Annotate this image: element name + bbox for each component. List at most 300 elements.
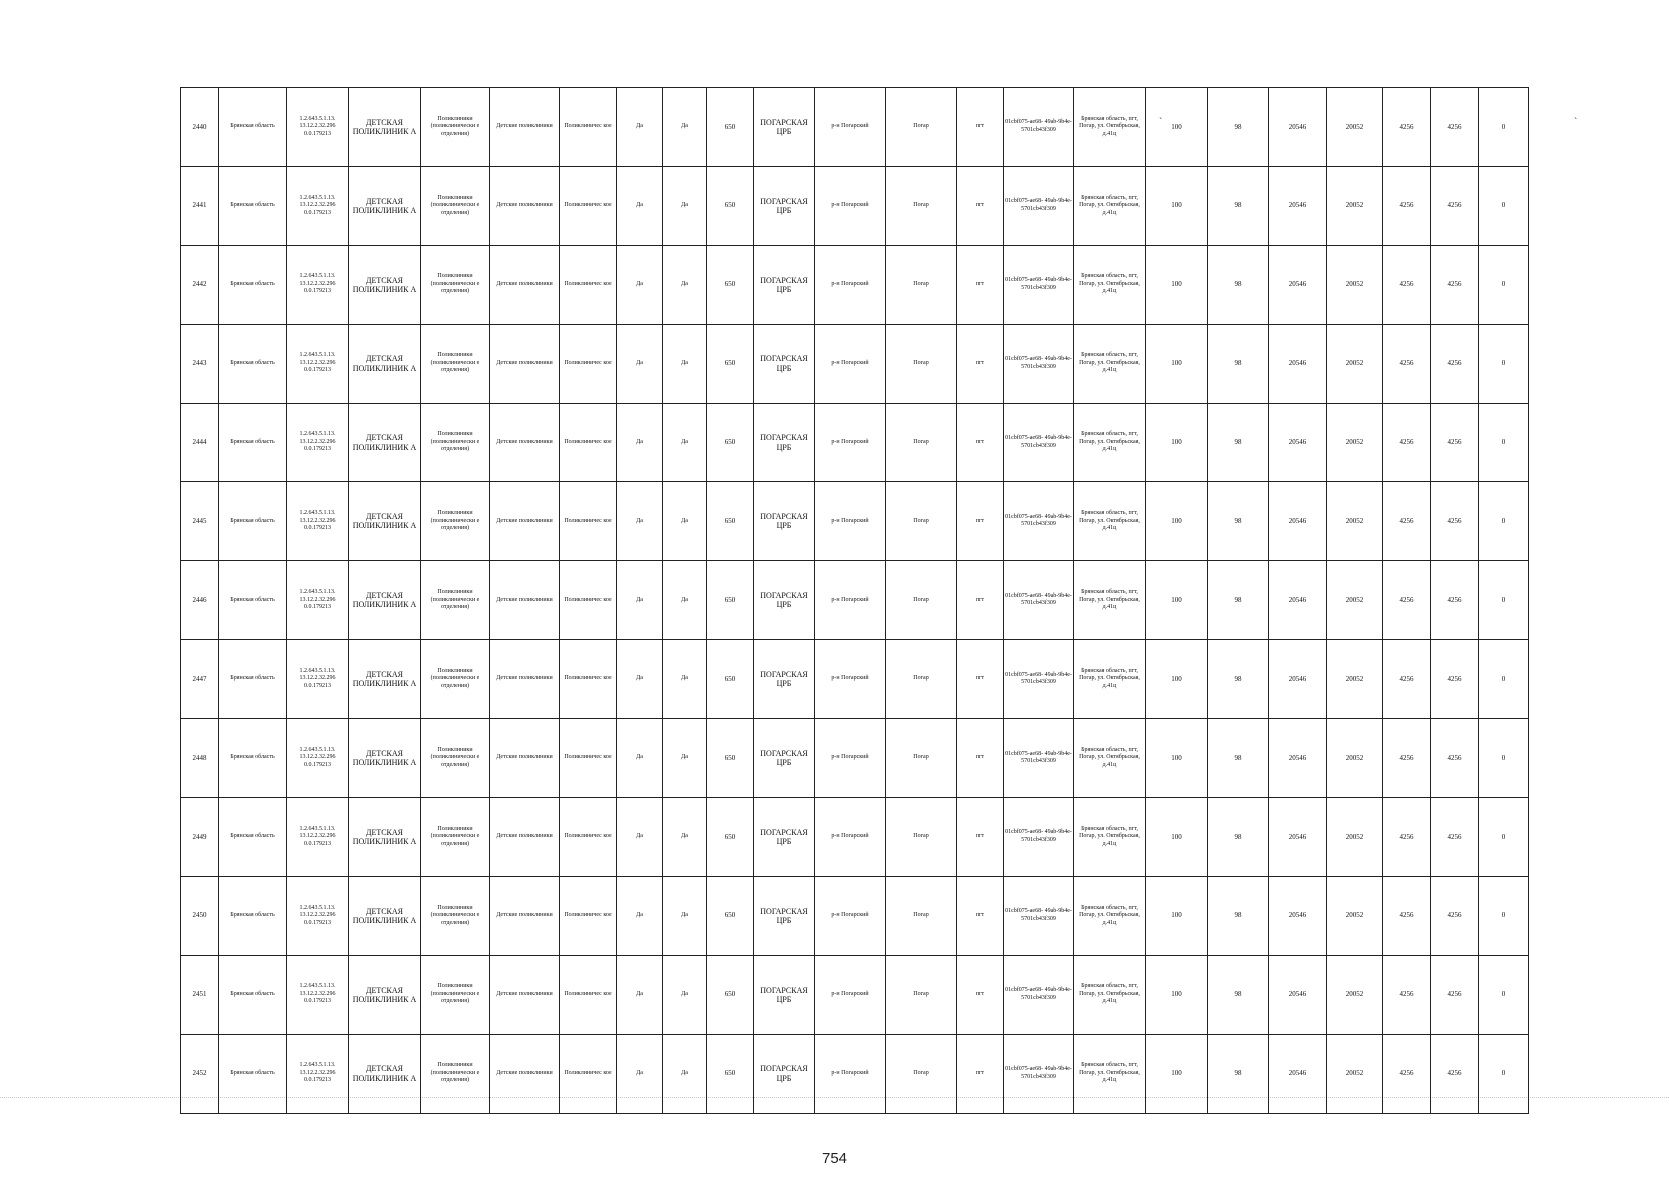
settlement-kind-cell: пгт (957, 955, 1004, 1034)
guid-cell: 01cbf075-ae68- 49ab-9b4e- 5701cb43f309 (1004, 798, 1074, 877)
organization-cell: ДЕТСКАЯ ПОЛИКЛИНИК А (349, 403, 421, 482)
value-cell: 0 (1479, 876, 1529, 955)
value-cell: 98 (1208, 324, 1269, 403)
value-cell: 98 (1208, 245, 1269, 324)
hospital-cell: ПОГАРСКАЯ ЦРБ (754, 561, 815, 640)
value-cell: 4256 (1431, 482, 1479, 561)
flag-cell: Да (617, 955, 663, 1034)
value-cell: 20052 (1327, 166, 1383, 245)
unit-type-cell: Поликлиники (поликлинически е отделения) (421, 640, 490, 719)
value-cell: 98 (1208, 166, 1269, 245)
guid-cell: 01cbf075-ae68- 49ab-9b4e- 5701cb43f309 (1004, 88, 1074, 167)
flag-cell: Да (663, 324, 707, 403)
flag-cell: Да (663, 482, 707, 561)
value-cell: 650 (707, 166, 754, 245)
region-cell: Брянская область (219, 719, 287, 798)
district-cell: р-н Погарский (815, 798, 886, 877)
settlement-kind-cell: пгт (957, 166, 1004, 245)
profile-cell: Детские поликлиники (490, 719, 560, 798)
oid-code-cell: 1.2.643.5.1.13. 13.12.2.32.296 0.0.179213 (287, 482, 349, 561)
value-cell: 0 (1479, 1034, 1529, 1113)
address-cell: Брянская область, пгт, Погар, ул. Октябрьская, д.41ц (1074, 955, 1146, 1034)
value-cell: 4256 (1383, 166, 1431, 245)
locality-cell: Погар (886, 561, 957, 640)
value-cell: 20052 (1327, 719, 1383, 798)
value-cell: 0 (1479, 719, 1529, 798)
locality-cell: Погар (886, 640, 957, 719)
locality-cell: Погар (886, 955, 957, 1034)
locality-cell: Погар (886, 403, 957, 482)
value-cell: 20052 (1327, 876, 1383, 955)
flag-cell: Да (617, 798, 663, 877)
value-cell: 20052 (1327, 482, 1383, 561)
region-cell: Брянская область (219, 324, 287, 403)
care-type-cell: Поликлиничес кое (560, 640, 617, 719)
settlement-kind-cell: пгт (957, 324, 1004, 403)
flag-cell: Да (663, 876, 707, 955)
oid-code-cell: 1.2.643.5.1.13. 13.12.2.32.296 0.0.179213 (287, 798, 349, 877)
profile-cell: Детские поликлиники (490, 482, 560, 561)
hospital-cell: ПОГАРСКАЯ ЦРБ (754, 403, 815, 482)
profile-cell: Детские поликлиники (490, 166, 560, 245)
region-cell: Брянская область (219, 955, 287, 1034)
value-cell: 650 (707, 482, 754, 561)
value-cell: 0 (1479, 88, 1529, 167)
district-cell: р-н Погарский (815, 482, 886, 561)
hospital-cell: ПОГАРСКАЯ ЦРБ (754, 482, 815, 561)
value-cell: 4256 (1431, 719, 1479, 798)
locality-cell: Погар (886, 1034, 957, 1113)
table-row (181, 798, 1529, 877)
care-type-cell: Поликлиничес кое (560, 719, 617, 798)
table-row (181, 876, 1529, 955)
value-cell: 100 (1146, 324, 1208, 403)
flag-cell: Да (617, 640, 663, 719)
profile-cell: Детские поликлиники (490, 245, 560, 324)
value-cell: 20546 (1269, 798, 1327, 877)
value-cell: 20546 (1269, 324, 1327, 403)
settlement-kind-cell: пгт (957, 245, 1004, 324)
settlement-kind-cell: пгт (957, 1034, 1004, 1113)
district-cell: р-н Погарский (815, 88, 886, 167)
hospital-cell: ПОГАРСКАЯ ЦРБ (754, 88, 815, 167)
value-cell: 20052 (1327, 561, 1383, 640)
care-type-cell: Поликлиничес кое (560, 955, 617, 1034)
profile-cell: Детские поликлиники (490, 640, 560, 719)
flag-cell: Да (663, 719, 707, 798)
value-cell: 20546 (1269, 876, 1327, 955)
value-cell: 20052 (1327, 245, 1383, 324)
value-cell: 4256 (1431, 561, 1479, 640)
value-cell: 650 (707, 88, 754, 167)
value-cell: 0 (1479, 640, 1529, 719)
profile-cell: Детские поликлиники (490, 955, 560, 1034)
value-cell: 98 (1208, 876, 1269, 955)
value-cell: 98 (1208, 955, 1269, 1034)
value-cell: 20546 (1269, 88, 1327, 167)
flag-cell: Да (617, 324, 663, 403)
value-cell: 20052 (1327, 955, 1383, 1034)
value-cell: 650 (707, 561, 754, 640)
row-number-cell: 2450 (181, 876, 219, 955)
value-cell: 4256 (1383, 403, 1431, 482)
value-cell: 4256 (1383, 482, 1431, 561)
value-cell: 650 (707, 324, 754, 403)
district-cell: р-н Погарский (815, 1034, 886, 1113)
care-type-cell: Поликлиничес кое (560, 482, 617, 561)
value-cell: 100 (1146, 955, 1208, 1034)
district-cell: р-н Погарский (815, 166, 886, 245)
value-cell: 98 (1208, 482, 1269, 561)
profile-cell: Детские поликлиники (490, 798, 560, 877)
value-cell: 100 (1146, 640, 1208, 719)
value-cell: 4256 (1383, 324, 1431, 403)
value-cell: 4256 (1431, 798, 1479, 877)
guid-cell: 01cbf075-ae68- 49ab-9b4e- 5701cb43f309 (1004, 166, 1074, 245)
value-cell: 98 (1208, 719, 1269, 798)
row-number-cell: 2444 (181, 403, 219, 482)
care-type-cell: Поликлиничес кое (560, 88, 617, 167)
table-row (181, 88, 1529, 167)
organization-cell: ДЕТСКАЯ ПОЛИКЛИНИК А (349, 166, 421, 245)
locality-cell: Погар (886, 245, 957, 324)
profile-cell: Детские поликлиники (490, 88, 560, 167)
value-cell: 100 (1146, 88, 1208, 167)
value-cell: 98 (1208, 88, 1269, 167)
unit-type-cell: Поликлиники (поликлинически е отделения) (421, 798, 490, 877)
flag-cell: Да (617, 403, 663, 482)
organization-cell: ДЕТСКАЯ ПОЛИКЛИНИК А (349, 561, 421, 640)
flag-cell: Да (617, 719, 663, 798)
unit-type-cell: Поликлиники (поликлинически е отделения) (421, 166, 490, 245)
value-cell: 20052 (1327, 324, 1383, 403)
value-cell: 98 (1208, 640, 1269, 719)
value-cell: 20546 (1269, 561, 1327, 640)
organization-cell: ДЕТСКАЯ ПОЛИКЛИНИК А (349, 324, 421, 403)
table-row (181, 482, 1529, 561)
value-cell: 4256 (1383, 955, 1431, 1034)
scan-mark: ` (1159, 117, 1163, 128)
table-row (181, 640, 1529, 719)
district-cell: р-н Погарский (815, 640, 886, 719)
address-cell: Брянская область, пгт, Погар, ул. Октябрьская, д.41ц (1074, 324, 1146, 403)
value-cell: 4256 (1431, 1034, 1479, 1113)
settlement-kind-cell: пгт (957, 88, 1004, 167)
oid-code-cell: 1.2.643.5.1.13. 13.12.2.32.296 0.0.179213 (287, 324, 349, 403)
value-cell: 650 (707, 876, 754, 955)
district-cell: р-н Погарский (815, 324, 886, 403)
table-body (181, 88, 1529, 1114)
organization-cell: ДЕТСКАЯ ПОЛИКЛИНИК А (349, 245, 421, 324)
value-cell: 0 (1479, 798, 1529, 877)
oid-code-cell: 1.2.643.5.1.13. 13.12.2.32.296 0.0.179213 (287, 403, 349, 482)
hospital-cell: ПОГАРСКАЯ ЦРБ (754, 955, 815, 1034)
flag-cell: Да (617, 482, 663, 561)
row-number-cell: 2441 (181, 166, 219, 245)
value-cell: 20546 (1269, 403, 1327, 482)
settlement-kind-cell: пгт (957, 640, 1004, 719)
unit-type-cell: Поликлиники (поликлинически е отделения) (421, 403, 490, 482)
settlement-kind-cell: пгт (957, 482, 1004, 561)
page-number: 754 (821, 1150, 848, 1167)
value-cell: 98 (1208, 561, 1269, 640)
locality-cell: Погар (886, 876, 957, 955)
organization-cell: ДЕТСКАЯ ПОЛИКЛИНИК А (349, 798, 421, 877)
guid-cell: 01cbf075-ae68- 49ab-9b4e- 5701cb43f309 (1004, 719, 1074, 798)
row-number-cell: 2448 (181, 719, 219, 798)
value-cell: 4256 (1383, 876, 1431, 955)
region-cell: Брянская область (219, 561, 287, 640)
guid-cell: 01cbf075-ae68- 49ab-9b4e- 5701cb43f309 (1004, 324, 1074, 403)
guid-cell: 01cbf075-ae68- 49ab-9b4e- 5701cb43f309 (1004, 482, 1074, 561)
value-cell: 4256 (1431, 88, 1479, 167)
district-cell: р-н Погарский (815, 561, 886, 640)
value-cell: 100 (1146, 403, 1208, 482)
flag-cell: Да (617, 88, 663, 167)
value-cell: 4256 (1383, 88, 1431, 167)
row-number-cell: 2446 (181, 561, 219, 640)
settlement-kind-cell: пгт (957, 876, 1004, 955)
region-cell: Брянская область (219, 798, 287, 877)
region-cell: Брянская область (219, 876, 287, 955)
value-cell: 650 (707, 798, 754, 877)
value-cell: 100 (1146, 876, 1208, 955)
flag-cell: Да (617, 876, 663, 955)
oid-code-cell: 1.2.643.5.1.13. 13.12.2.32.296 0.0.179213 (287, 1034, 349, 1113)
unit-type-cell: Поликлиники (поликлинически е отделения) (421, 955, 490, 1034)
oid-code-cell: 1.2.643.5.1.13. 13.12.2.32.296 0.0.179213 (287, 88, 349, 167)
address-cell: Брянская область, пгт, Погар, ул. Октябрьская, д.41ц (1074, 245, 1146, 324)
table-row (181, 955, 1529, 1034)
hospital-cell: ПОГАРСКАЯ ЦРБ (754, 640, 815, 719)
oid-code-cell: 1.2.643.5.1.13. 13.12.2.32.296 0.0.179213 (287, 719, 349, 798)
value-cell: 20546 (1269, 245, 1327, 324)
hospital-cell: ПОГАРСКАЯ ЦРБ (754, 876, 815, 955)
row-number-cell: 2447 (181, 640, 219, 719)
organization-cell: ДЕТСКАЯ ПОЛИКЛИНИК А (349, 719, 421, 798)
organization-cell: ДЕТСКАЯ ПОЛИКЛИНИК А (349, 482, 421, 561)
oid-code-cell: 1.2.643.5.1.13. 13.12.2.32.296 0.0.179213 (287, 640, 349, 719)
address-cell: Брянская область, пгт, Погар, ул. Октябрьская, д.41ц (1074, 640, 1146, 719)
oid-code-cell: 1.2.643.5.1.13. 13.12.2.32.296 0.0.179213 (287, 955, 349, 1034)
table-row (181, 324, 1529, 403)
value-cell: 100 (1146, 561, 1208, 640)
flag-cell: Да (663, 88, 707, 167)
value-cell: 20546 (1269, 166, 1327, 245)
value-cell: 20546 (1269, 1034, 1327, 1113)
care-type-cell: Поликлиничес кое (560, 403, 617, 482)
value-cell: 0 (1479, 324, 1529, 403)
value-cell: 4256 (1431, 245, 1479, 324)
flag-cell: Да (663, 561, 707, 640)
settlement-kind-cell: пгт (957, 719, 1004, 798)
hospital-cell: ПОГАРСКАЯ ЦРБ (754, 719, 815, 798)
value-cell: 20546 (1269, 640, 1327, 719)
value-cell: 0 (1479, 245, 1529, 324)
value-cell: 4256 (1383, 798, 1431, 877)
settlement-kind-cell: пгт (957, 561, 1004, 640)
value-cell: 4256 (1383, 245, 1431, 324)
table-row (181, 561, 1529, 640)
profile-cell: Детские поликлиники (490, 1034, 560, 1113)
value-cell: 0 (1479, 403, 1529, 482)
oid-code-cell: 1.2.643.5.1.13. 13.12.2.32.296 0.0.179213 (287, 166, 349, 245)
unit-type-cell: Поликлиники (поликлинически е отделения) (421, 561, 490, 640)
row-number-cell: 2442 (181, 245, 219, 324)
flag-cell: Да (663, 166, 707, 245)
value-cell: 0 (1479, 955, 1529, 1034)
unit-type-cell: Поликлиники (поликлинически е отделения) (421, 719, 490, 798)
guid-cell: 01cbf075-ae68- 49ab-9b4e- 5701cb43f309 (1004, 1034, 1074, 1113)
guid-cell: 01cbf075-ae68- 49ab-9b4e- 5701cb43f309 (1004, 876, 1074, 955)
value-cell: 4256 (1431, 876, 1479, 955)
table-row (181, 166, 1529, 245)
value-cell: 98 (1208, 798, 1269, 877)
flag-cell: Да (663, 245, 707, 324)
row-number-cell: 2452 (181, 1034, 219, 1113)
oid-code-cell: 1.2.643.5.1.13. 13.12.2.32.296 0.0.179213 (287, 245, 349, 324)
value-cell: 100 (1146, 719, 1208, 798)
guid-cell: 01cbf075-ae68- 49ab-9b4e- 5701cb43f309 (1004, 561, 1074, 640)
value-cell: 650 (707, 1034, 754, 1113)
address-cell: Брянская область, пгт, Погар, ул. Октябрьская, д.41ц (1074, 561, 1146, 640)
region-cell: Брянская область (219, 403, 287, 482)
care-type-cell: Поликлиничес кое (560, 1034, 617, 1113)
address-cell: Брянская область, пгт, Погар, ул. Октябрьская, д.41ц (1074, 166, 1146, 245)
value-cell: 100 (1146, 482, 1208, 561)
value-cell: 4256 (1431, 324, 1479, 403)
value-cell: 100 (1146, 166, 1208, 245)
value-cell: 4256 (1383, 1034, 1431, 1113)
locality-cell: Погар (886, 88, 957, 167)
value-cell: 20052 (1327, 1034, 1383, 1113)
care-type-cell: Поликлиничес кое (560, 166, 617, 245)
care-type-cell: Поликлиничес кое (560, 324, 617, 403)
value-cell: 650 (707, 403, 754, 482)
unit-type-cell: Поликлиники (поликлинически е отделения) (421, 88, 490, 167)
hospital-cell: ПОГАРСКАЯ ЦРБ (754, 324, 815, 403)
guid-cell: 01cbf075-ae68- 49ab-9b4e- 5701cb43f309 (1004, 245, 1074, 324)
value-cell: 4256 (1383, 640, 1431, 719)
hospital-cell: ПОГАРСКАЯ ЦРБ (754, 245, 815, 324)
organization-cell: ДЕТСКАЯ ПОЛИКЛИНИК А (349, 876, 421, 955)
value-cell: 100 (1146, 798, 1208, 877)
care-type-cell: Поликлиничес кое (560, 245, 617, 324)
unit-type-cell: Поликлиники (поликлинически е отделения) (421, 876, 490, 955)
value-cell: 650 (707, 955, 754, 1034)
district-cell: р-н Погарский (815, 876, 886, 955)
flag-cell: Да (617, 245, 663, 324)
locality-cell: Погар (886, 166, 957, 245)
district-cell: р-н Погарский (815, 403, 886, 482)
region-cell: Брянская область (219, 166, 287, 245)
district-cell: р-н Погарский (815, 955, 886, 1034)
organization-cell: ДЕТСКАЯ ПОЛИКЛИНИК А (349, 955, 421, 1034)
value-cell: 98 (1208, 403, 1269, 482)
value-cell: 4256 (1431, 955, 1479, 1034)
value-cell: 4256 (1431, 166, 1479, 245)
profile-cell: Детские поликлиники (490, 324, 560, 403)
row-number-cell: 2443 (181, 324, 219, 403)
care-type-cell: Поликлиничес кое (560, 561, 617, 640)
locality-cell: Погар (886, 324, 957, 403)
table-row (181, 245, 1529, 324)
region-cell: Брянская область (219, 88, 287, 167)
scan-mark: ` (1574, 117, 1578, 128)
region-cell: Брянская область (219, 245, 287, 324)
organization-cell: ДЕТСКАЯ ПОЛИКЛИНИК А (349, 640, 421, 719)
value-cell: 20546 (1269, 482, 1327, 561)
flag-cell: Да (663, 403, 707, 482)
hospital-cell: ПОГАРСКАЯ ЦРБ (754, 166, 815, 245)
table-row (181, 403, 1529, 482)
flag-cell: Да (663, 640, 707, 719)
value-cell: 0 (1479, 482, 1529, 561)
address-cell: Брянская область, пгт, Погар, ул. Октябрьская, д.41ц (1074, 88, 1146, 167)
value-cell: 100 (1146, 245, 1208, 324)
settlement-kind-cell: пгт (957, 798, 1004, 877)
address-cell: Брянская область, пгт, Погар, ул. Октябрьская, д.41ц (1074, 798, 1146, 877)
value-cell: 4256 (1431, 640, 1479, 719)
profile-cell: Детские поликлиники (490, 403, 560, 482)
care-type-cell: Поликлиничес кое (560, 876, 617, 955)
flag-cell: Да (617, 1034, 663, 1113)
guid-cell: 01cbf075-ae68- 49ab-9b4e- 5701cb43f309 (1004, 403, 1074, 482)
value-cell: 650 (707, 719, 754, 798)
data-table (180, 87, 1529, 1114)
oid-code-cell: 1.2.643.5.1.13. 13.12.2.32.296 0.0.179213 (287, 876, 349, 955)
region-cell: Брянская область (219, 482, 287, 561)
value-cell: 100 (1146, 1034, 1208, 1113)
guid-cell: 01cbf075-ae68- 49ab-9b4e- 5701cb43f309 (1004, 640, 1074, 719)
guid-cell: 01cbf075-ae68- 49ab-9b4e- 5701cb43f309 (1004, 955, 1074, 1034)
row-number-cell: 2440 (181, 88, 219, 167)
value-cell: 20546 (1269, 955, 1327, 1034)
value-cell: 20052 (1327, 88, 1383, 167)
organization-cell: ДЕТСКАЯ ПОЛИКЛИНИК А (349, 88, 421, 167)
address-cell: Брянская область, пгт, Погар, ул. Октябрьская, д.41ц (1074, 719, 1146, 798)
care-type-cell: Поликлиничес кое (560, 798, 617, 877)
district-cell: р-н Погарский (815, 719, 886, 798)
value-cell: 0 (1479, 166, 1529, 245)
profile-cell: Детские поликлиники (490, 876, 560, 955)
unit-type-cell: Поликлиники (поликлинически е отделения) (421, 1034, 490, 1113)
settlement-kind-cell: пгт (957, 403, 1004, 482)
value-cell: 20052 (1327, 640, 1383, 719)
region-cell: Брянская область (219, 640, 287, 719)
oid-code-cell: 1.2.643.5.1.13. 13.12.2.32.296 0.0.179213 (287, 561, 349, 640)
unit-type-cell: Поликлиники (поликлинически е отделения) (421, 324, 490, 403)
unit-type-cell: Поликлиники (поликлинически е отделения) (421, 245, 490, 324)
value-cell: 4256 (1383, 719, 1431, 798)
row-number-cell: 2445 (181, 482, 219, 561)
locality-cell: Погар (886, 482, 957, 561)
value-cell: 650 (707, 245, 754, 324)
profile-cell: Детские поликлиники (490, 561, 560, 640)
unit-type-cell: Поликлиники (поликлинически е отделения) (421, 482, 490, 561)
region-cell: Брянская область (219, 1034, 287, 1113)
flag-cell: Да (663, 955, 707, 1034)
flag-cell: Да (663, 798, 707, 877)
locality-cell: Погар (886, 719, 957, 798)
locality-cell: Погар (886, 798, 957, 877)
value-cell: 20052 (1327, 403, 1383, 482)
value-cell: 98 (1208, 1034, 1269, 1113)
flag-cell: Да (663, 1034, 707, 1113)
hospital-cell: ПОГАРСКАЯ ЦРБ (754, 798, 815, 877)
value-cell: 0 (1479, 561, 1529, 640)
district-cell: р-н Погарский (815, 245, 886, 324)
